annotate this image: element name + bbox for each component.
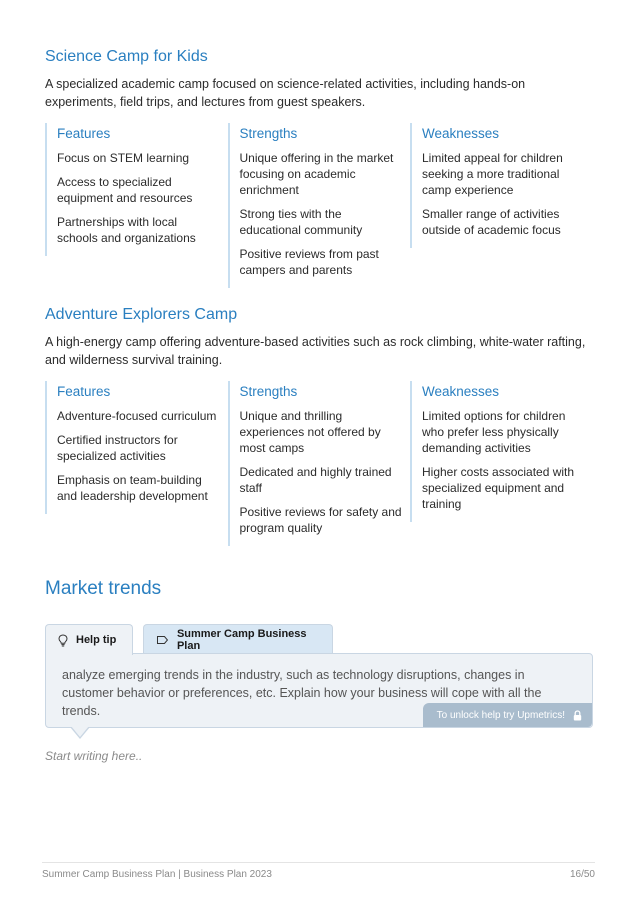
camp-columns-adventure (45, 381, 595, 546)
list-item: Smaller range of activities outside of academic focus (422, 207, 561, 237)
camp-description: A specialized academic camp focused on science-related activities, including hands-on experiments, field trips, and lectures from guest speakers. (45, 77, 526, 109)
tab-business-plan[interactable] (143, 624, 333, 654)
list-item: Unique offering in the market focusing on academic enrichment (239, 151, 394, 197)
list-item: Adventure-focused curriculum (57, 409, 217, 423)
camp-description: A high-energy camp offering adventure-based activities such as rock climbing, white-water rafting, and wilderness survival training. (45, 335, 586, 367)
writing-placeholder[interactable]: Start writing here.. (45, 749, 143, 763)
camp-section-science (45, 47, 595, 111)
features-column (45, 123, 228, 256)
list-item: Dedicated and highly trained staff (239, 465, 392, 495)
column-heading: Weaknesses (422, 126, 500, 141)
list-item: Limited appeal for children seeking a more traditional camp experience (422, 151, 563, 197)
tab-label: Summer Camp Business Plan (176, 627, 307, 652)
tab-help-tip[interactable] (45, 624, 133, 655)
list-item: Positive reviews for safety and program quality (239, 505, 402, 535)
list-item: Limited options for children who prefer less physically demanding activities (422, 409, 566, 455)
column-heading: Weaknesses (422, 384, 500, 399)
footer-title: Summer Camp Business Plan | Business Plan 2023 (42, 869, 272, 880)
column-heading: Features (57, 126, 111, 141)
list-item: Strong ties with the educational community (239, 207, 363, 237)
camp-title: Adventure Explorers Camp (45, 306, 238, 323)
list-item: Partnerships with local schools and organizations (57, 215, 196, 245)
help-tip-box (45, 653, 593, 728)
list-item: Emphasis on team-building and leadership development (57, 473, 208, 503)
unlock-help-button[interactable] (423, 703, 592, 727)
weaknesses-column (410, 123, 593, 248)
tip-pointer-fill (71, 726, 89, 737)
list-item: Focus on STEM learning (57, 151, 190, 165)
column-heading: Features (57, 384, 111, 399)
list-item: Access to specialized equipment and resources (57, 175, 193, 205)
camp-columns-science (45, 123, 595, 288)
camp-section-adventure (45, 305, 595, 369)
unlock-label: To unlock help try Upmetrics! (436, 709, 565, 721)
tag-icon (156, 635, 169, 645)
camp-title: Science Camp for Kids (45, 48, 208, 65)
page-number: 16/50 (569, 869, 595, 880)
strengths-column (228, 123, 411, 288)
features-column (45, 381, 228, 514)
strengths-column (228, 381, 411, 546)
lightbulb-icon (58, 634, 68, 647)
market-trends-heading: Market trends (45, 578, 162, 599)
list-item: Positive reviews from past campers and parents (239, 247, 379, 277)
list-item: Certified instructors for specialized activities (57, 433, 178, 463)
weaknesses-column (410, 381, 593, 522)
column-heading: Strengths (239, 126, 298, 141)
tab-label: Help tip (76, 634, 117, 646)
footer-divider (42, 862, 595, 863)
list-item: Higher costs associated with specialized equipment and training (422, 465, 575, 511)
column-heading: Strengths (239, 384, 298, 399)
list-item: Unique and thrilling experiences not offered by most camps (239, 409, 381, 455)
help-tip-text: analyze emerging trends in the industry, such as technology disruptions, changes in customer behavior or preferences, etc. Explain how your business will cope with all the trends. (62, 668, 542, 718)
lock-icon (573, 710, 582, 721)
